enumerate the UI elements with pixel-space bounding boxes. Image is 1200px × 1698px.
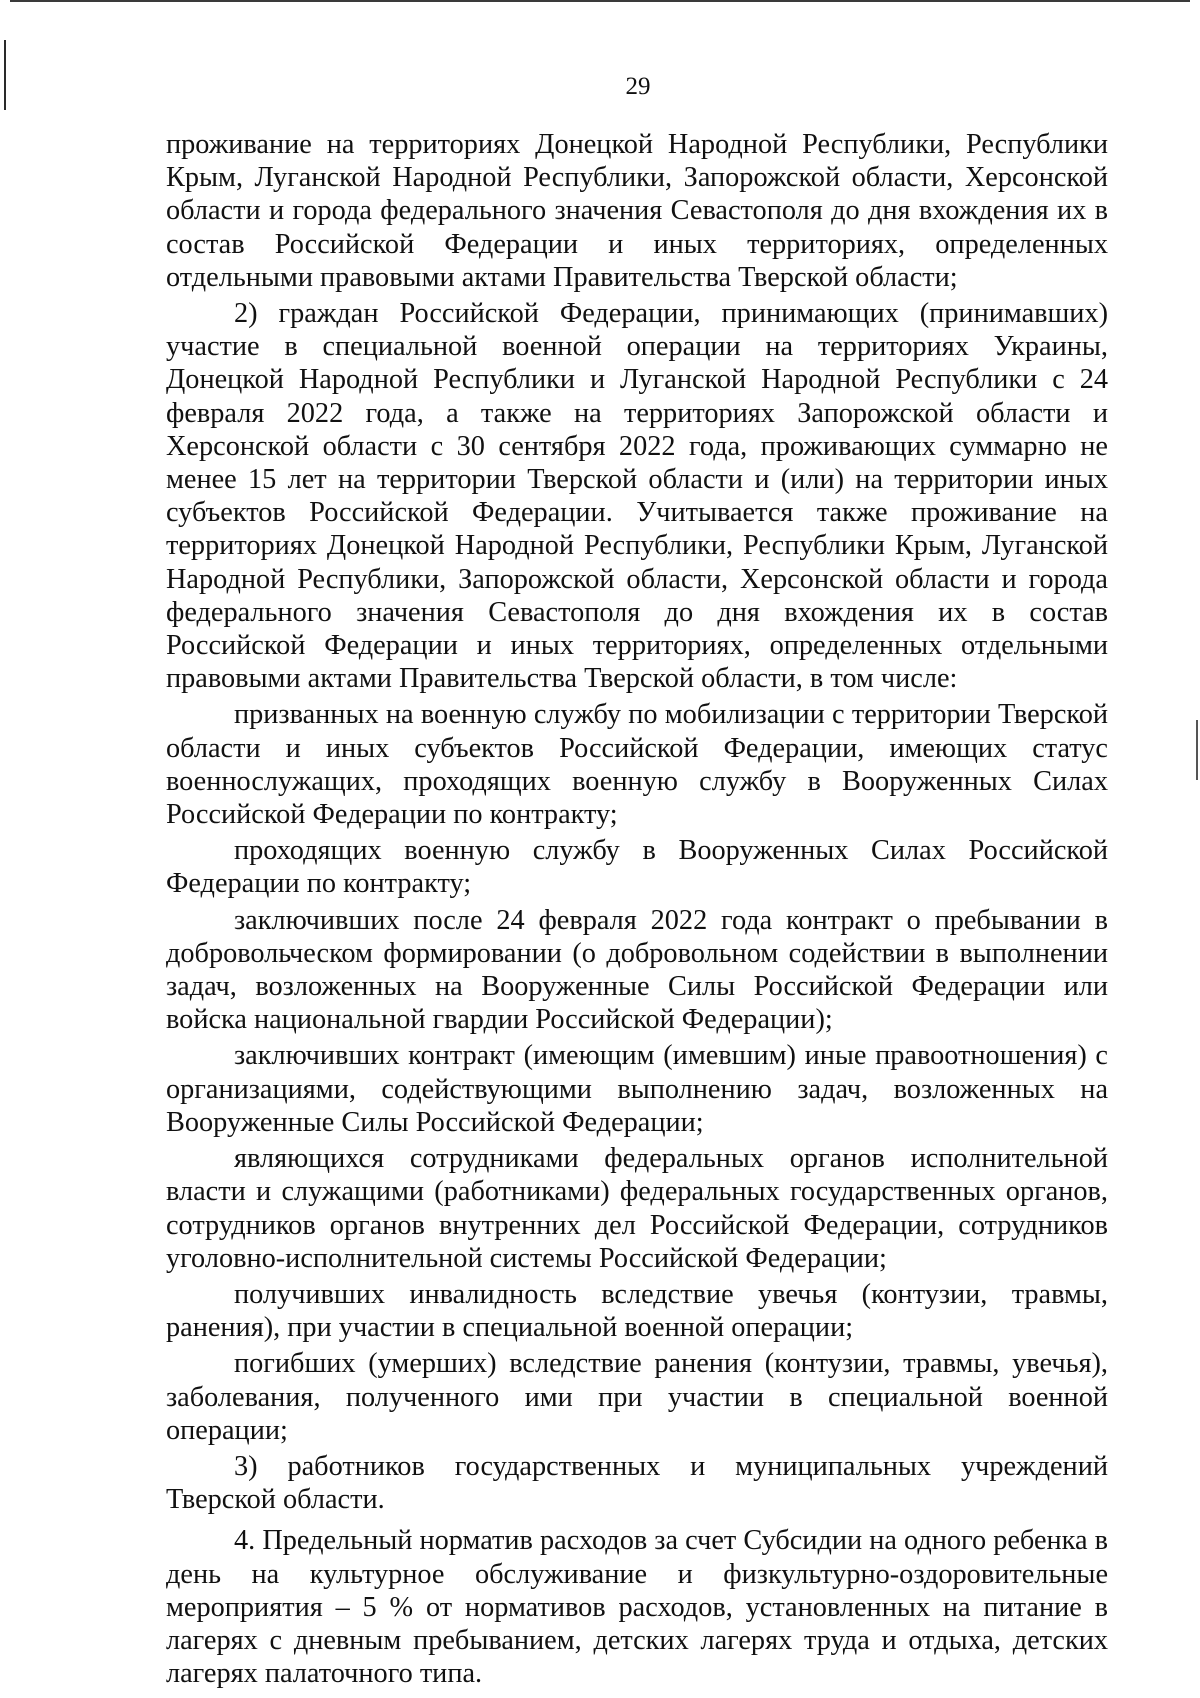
paragraph-item-3: 3) работников государственных и муниципальных учреждений Тверской области. — [166, 1450, 1108, 1516]
paragraph-volunteer-formation: заключивших после 24 февраля 2022 года контракт о пребывании в добровольческом формировании (о добровольном содействии в выполнении задач, возложенных на Вооруженные Силы Российской Федерации или войска национальной гвардии Российской Федерации); — [166, 904, 1108, 1036]
paragraph-contract-service: проходящих военную службу в Вооруженных Силах Российской Федерации по контракту; — [166, 835, 1108, 900]
paragraph-mobilized: призванных на военную службу по мобилизации с территории Тверской области и иных субъектов Российской Федерации, имеющих статус военнослужащих, проходящих военную службу в Вооруженных Силах Российской Федерации по контракту; — [166, 699, 1108, 831]
paragraph-disability: получивших инвалидность вследствие увечья (контузии, травмы, ранения), при участии в специальной военной операции; — [166, 1278, 1108, 1344]
paragraph-deceased: погибших (умерших) вследствие ранения (контузии, травмы, увечья), заболевания, полученного ими при участии в специальной военной операции; — [166, 1348, 1108, 1446]
paragraph-continuation: проживание на территориях Донецкой Народной Республики, Республики Крым, Луганской Народной Республики, Запорожской области, Херсонской области и города федерального значения Севастополя до дня вхождения их в состав Российской Федерации и иных территориях, определенных отдельными правовыми актами Правительства Тверской области; — [166, 129, 1108, 293]
paragraph-item-4: 4. Предельный норматив расходов за счет Субсидии на одного ребенка в день на культурное обслуживание и физкультурно-оздоровительные мероприятия – 5 % от нормативов расходов, установленных на питание в лагерях с дневным пребыванием, детских лагерях труда и отдыха, детских лагерях палаточного типа. — [166, 1525, 1108, 1690]
document-body — [166, 128, 1108, 1690]
scan-edge-top — [10, 0, 1190, 2]
scan-edge-right — [1196, 720, 1198, 780]
paragraph-contract-organizations: заключивших контракт (имеющим (имевшим) иные правоотношения) с организациями, содействующими выполнению задач, возложенных на Вооруженные Силы Российской Федерации; — [166, 1040, 1108, 1138]
paragraph-item-2: 2) граждан Российской Федерации, принимающих (принимавших) участие в специальной военной операции на территориях Украины, Донецкой Народной Республики и Луганской Народной Республики с 24 февраля 2022 года, а также на территориях Запорожской области и Херсонской области с 30 сентября 2022 года, проживающих суммарно не менее 15 лет на территории Тверской области и (или) на территории иных субъектов Российской Федерации. Учитывается также проживание на территориях Донецкой Народной Республики, Республики Крым, Луганской Народной Республики, Запорожской области, Херсонской области и города федерального значения Севастополя до дня вхождения их в состав Российской Федерации и иных территориях, определенных отдельными правовыми актами Правительства Тверской области, в том числе: — [166, 298, 1108, 695]
paragraph-federal-employees: являющихся сотрудниками федеральных органов исполнительной власти и служащими (работниками) федеральных государственных органов, сотрудников органов внутренних дел Российской Федерации, сотрудников уголовно-исполнительной системы Российской Федерации; — [166, 1143, 1108, 1274]
page-number: 29 — [625, 73, 651, 100]
